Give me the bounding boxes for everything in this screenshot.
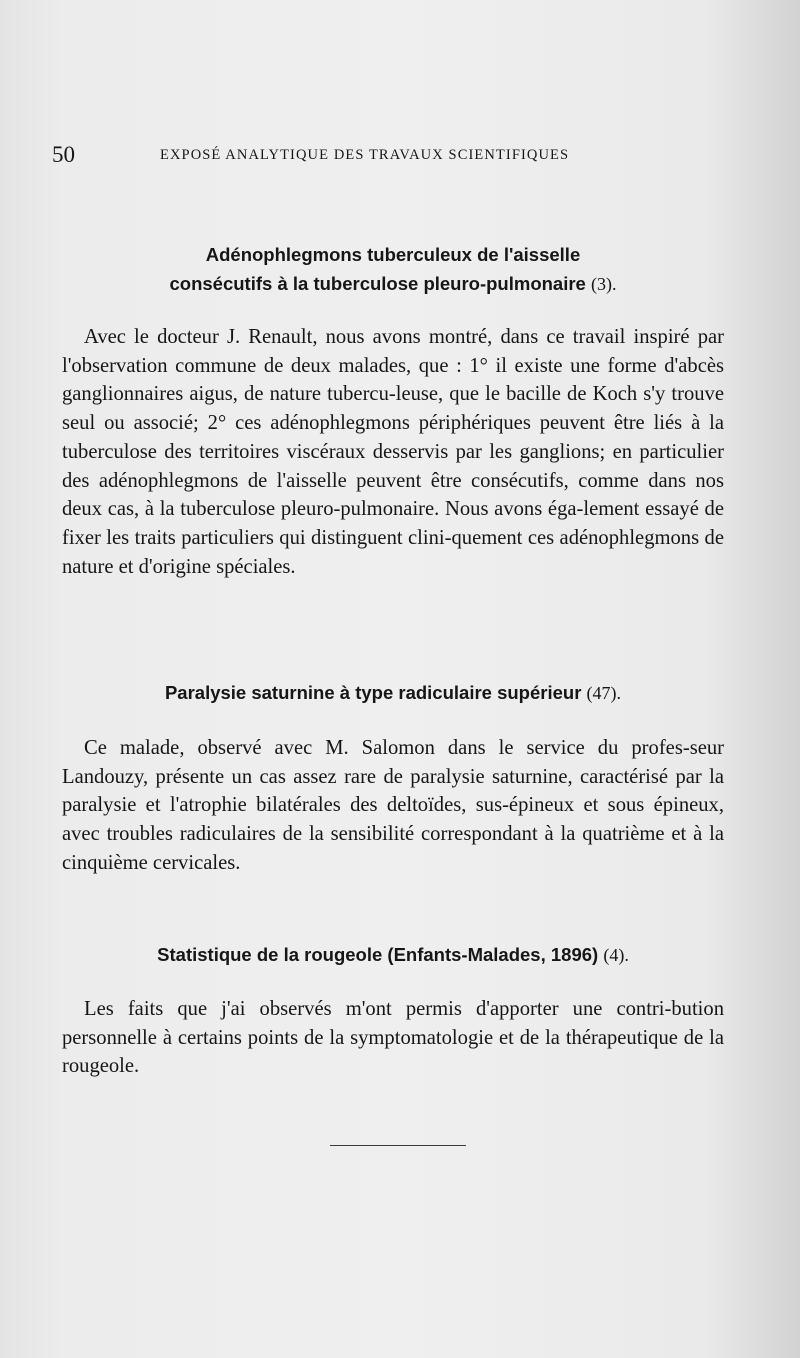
section-heading-text: Paralysie saturnine à type radiculaire supérieur	[164, 682, 582, 703]
section-body: Ce malade, observé avec M. Salomon dans le service du profes-seur Landouzy, présente un cas assez rare de paralysie saturnine, caractérisé par la paralysie et l'atrophie bilatérales des deltoïdes, sus-épineux et sous épineux, avec troubles radiculaires de la sensibilité correspondant à la quatrième et à la cinquième cervicales.	[62, 737, 724, 874]
section-heading	[62, 940, 724, 970]
section-paralysie-saturnine	[62, 678, 724, 878]
reference-number: (4).	[603, 945, 629, 965]
section-adenophlegmons	[62, 240, 724, 581]
section-body: Avec le docteur J. Renault, nous avons montré, dans ce travail inspiré par l'observation commune de deux malades, que : 1° il existe une forme d'abcès ganglionnaires aigus, de nature tubercu-leuse, que le bacille de Koch s'y trouve seul ou associé; 2° ces adénophlegmons périphériques peuvent être liés à la tuberculose des territoires viscéraux desservis par les ganglions; en particulier des adénophlegmons de l'aisselle peuvent être consécutifs, comme dans nos deux cas, à la tuberculose pleuro-pulmonaire. Nous avons éga-lement essayé de fixer les traits particuliers qui distinguent clini-quement ces adénophlegmons de nature et d'origine spéciales.	[62, 326, 724, 578]
running-header-title: EXPOSÉ ANALYTIQUE DES TRAVAUX SCIENTIFIQUES	[160, 147, 570, 163]
section-heading	[62, 240, 724, 299]
running-header	[52, 142, 732, 172]
section-body: Les faits que j'ai observés m'ont permis d'apporter une contri-bution personnelle à certains points de la symptomatologie et de la thérapeutique de la rougeole.	[62, 998, 724, 1078]
section-heading	[62, 678, 724, 708]
section-heading-text: consécutifs à la tuberculose pleuro-pulmonaire	[169, 273, 586, 294]
page-number: 50	[52, 142, 75, 167]
section-statistique-rougeole	[62, 940, 724, 1081]
section-heading-text: Statistique de la rougeole (Enfants-Malades, 1896)	[157, 944, 599, 965]
reference-number: (47).	[586, 683, 622, 703]
section-heading-line	[62, 269, 724, 299]
section-heading-line: Adénophlegmons tuberculeux de l'aisselle	[205, 244, 581, 265]
reference-number: (3).	[590, 274, 617, 294]
end-rule	[330, 1145, 466, 1146]
